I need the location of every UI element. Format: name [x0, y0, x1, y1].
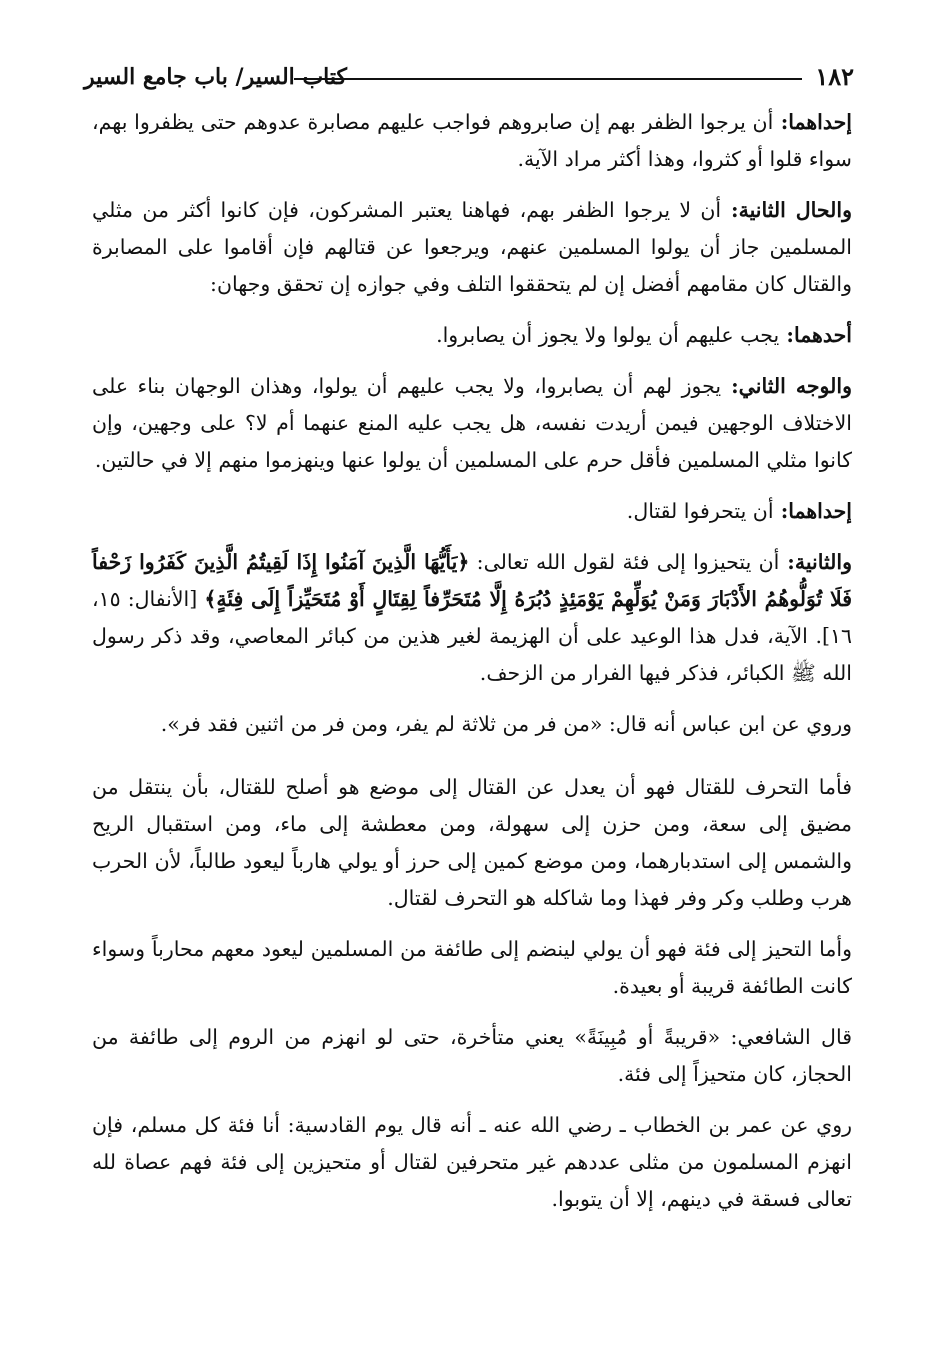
- paragraph-lead: والحال الثانية:: [721, 198, 852, 222]
- paragraph-first-exception: [92, 493, 852, 530]
- paragraph-first-case: [92, 104, 852, 178]
- paragraph-text: فأما التحرف للقتال فهو أن يعدل عن القتال إلى موضع هو أصلح للقتال، بأن ينتقل من مضيق إلى سعة، ومن حزن إلى سهولة، ومن معطشة إلى ماء، ومن استقبال الريح والشمس إلى استدبارهما، ومن موضع كمين إلى حرز أو يولي هارباً ليعود طالباً، لأن الحرب هرب وطلب وكر وفر فهذا وما شاكله هو التحرف لقتال.: [92, 775, 852, 910]
- paragraph-tahharruf: [92, 769, 852, 917]
- paragraph-umar: [92, 1107, 852, 1218]
- paragraph-text: أن يتحيزوا إلى فئة لقول الله تعالى:: [469, 550, 780, 574]
- paragraph-lead: إحداهما:: [773, 110, 852, 134]
- page-header: [84, 62, 854, 96]
- paragraph-text: روي عن عمر بن الخطاب ـ رضي الله عنه ـ أنه قال يوم القادسية: أنا فئة كل مسلم، فإن انهزم المسلمون من مثلى عددهم غير متحرفين لقتال أو متحيزين إلى فئة فهم عصاة لله تعالى فسقة في دينهم، إلا أن يتوبوا.: [92, 1113, 852, 1211]
- paragraph-text: وروي عن ابن عباس أنه قال: «من فر من ثلاثة لم يفر، ومن فر من اثنين فقد فر».: [160, 712, 852, 736]
- paragraph-text: قال الشافعي: «قريبةً أو مُبِينَةً» يعني متأخرة، حتى لو انهزم من الروم إلى طائفة من الحجاز، كان متحيزاً إلى فئة.: [92, 1025, 852, 1086]
- paragraph-lead: والثانية:: [779, 550, 852, 574]
- paragraph-lead: أحدهما:: [779, 323, 852, 347]
- paragraph-ibn-abbas: [92, 706, 852, 743]
- paragraph-text-continued: [الأنفال: ١٥، ١٦]. الآية، فدل هذا الوعيد على أن الهزيمة لغير هذين من كبائر المعاصي، وقد ذكر رسول الله ﷺ الكبائر، فذكر فيها الفرار من الزحف.: [92, 587, 852, 685]
- paragraph-text: وأما التحيز إلى فئة فهو أن يولي لينضم إلى طائفة من المسلمين ليعود معهم محارباً وسواء كانت الطائفة قريبة أو بعيدة.: [92, 937, 852, 998]
- paragraph-text: أن لا يرجوا الظفر بهم، فهاهنا يعتبر المشركون، فإن كانوا أكثر من مثلي المسلمين جاز أن يولوا المسلمين عنهم، ويرجعوا عن قتالهم فإن أقاموا على المصابرة والقتال كان مقامهم أفضل إن لم يتحققوا التلف وفي جوازه إن تحقق وجهان:: [92, 198, 852, 296]
- paragraph-tahayyuz: [92, 931, 852, 1005]
- paragraph-second-view: [92, 368, 852, 479]
- page-number: ١٨٢: [815, 62, 854, 91]
- quran-verse: ﴿يَأَيُّهَا الَّذِينَ آمَنُوا إِذَا لَقِيتُمُ الَّذِينَ كَفَرُوا زَحْفاً فَلَا تُوَلُّوهُمُ الأَدْبَارَ وَمَنْ يُوَلِّهِمْ يَوْمَئِذٍ دُبُرَهُ إِلَّا مُتَحَرِّفاً لِقِتَالٍ أَوْ مُتَحَيِّزاً إِلَى فِئَةٍ﴾: [92, 550, 852, 611]
- paragraph-lead: إحداهما:: [773, 499, 852, 523]
- paragraph-lead: والوجه الثاني:: [721, 374, 852, 398]
- paragraph-first-view: [92, 317, 852, 354]
- paragraph-text: أن يرجوا الظفر بهم إن صابروهم فواجب عليهم مصابرة عدوهم حتى يظفروا بهم، سواء قلوا أو كثروا، وهذا أكثر مراد الآية.: [92, 110, 852, 171]
- paragraph-text: أن يتحرفوا لقتال.: [626, 499, 774, 523]
- header-rule: [294, 78, 802, 80]
- paragraph-second-case: [92, 192, 852, 303]
- paragraph-text: يجب عليهم أن يولوا ولا يجوز أن يصابروا.: [436, 323, 780, 347]
- paragraph-text: يجوز لهم أن يصابروا، ولا يجب عليهم أن يولوا، وهذان الوجهان بناء على الاختلاف الوجهين فيمن أريدت نفسه، هل يجب عليه المنع عنهما أم لا؟ على وجهين، وإن كانوا مثلي المسلمين فأقل حرم على المسلمين أن يولوا عنها وينهزموا منهم إلا في حالتين.: [92, 374, 852, 472]
- paragraph-second-exception: [92, 544, 852, 692]
- page-body: [92, 104, 852, 1232]
- running-title: كتاب السير/ باب جامع السير: [84, 64, 347, 90]
- paragraph-shafii: [92, 1019, 852, 1093]
